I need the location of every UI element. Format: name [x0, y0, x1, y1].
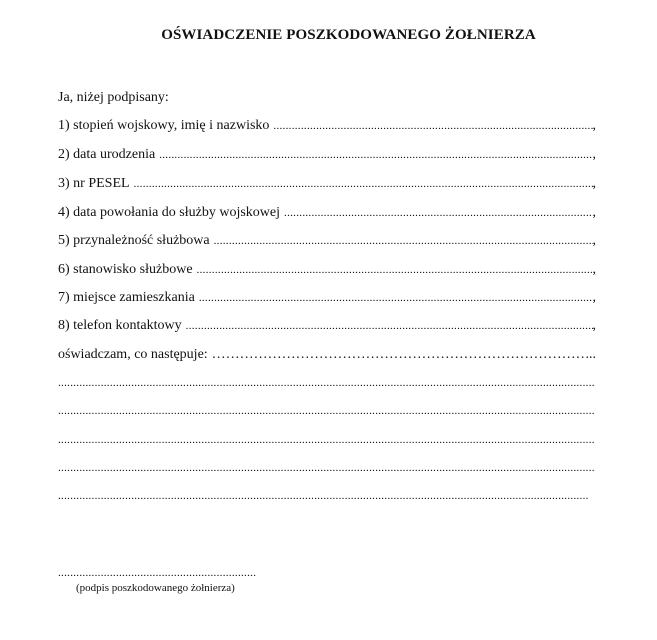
intro-text: Ja, niżej podpisany:	[58, 90, 169, 105]
field-end: ,	[592, 147, 596, 162]
field-birth-date	[58, 147, 596, 167]
field-end: ,	[592, 118, 596, 133]
field-label: 7) miejsce zamieszkania	[58, 290, 195, 305]
field-label: 5) przynależność służbowa	[58, 233, 210, 248]
field-end: ,	[592, 176, 596, 191]
field-position	[58, 262, 596, 282]
dotted-fill-line	[197, 264, 593, 276]
field-service-affiliation	[58, 233, 596, 253]
statement-label: oświadczam, co następuje:	[58, 347, 208, 362]
field-rank-name	[58, 118, 596, 138]
dotted-fill-line	[214, 235, 593, 247]
signature-line	[58, 567, 256, 581]
document-title: OŚWIADCZENIE POSZKODOWANEGO ŻOŁNIERZA	[161, 27, 536, 43]
field-address	[58, 290, 596, 310]
statement-end: ..	[589, 347, 596, 362]
blank-fill-line	[58, 434, 594, 448]
dotted-fill-line	[284, 207, 592, 219]
dotted-fill-line	[199, 292, 593, 304]
blank-fill-line	[58, 462, 594, 476]
dotted-fill-line	[159, 149, 592, 161]
blank-fill-line	[58, 377, 594, 391]
field-label: 1) stopień wojskowy, imię i nazwisko	[58, 118, 270, 133]
field-end: ,	[592, 318, 596, 333]
ellipsis-fill-line	[212, 347, 589, 363]
field-label: 4) data powołania do służby wojskowej	[58, 205, 281, 220]
field-label: 8) telefon kontaktowy	[58, 318, 182, 333]
blank-fill-line	[58, 490, 589, 504]
dotted-fill-line	[186, 320, 593, 332]
field-label: 3) nr PESEL	[58, 176, 130, 191]
field-label: 6) stanowisko służbowe	[58, 262, 193, 277]
statement-line	[58, 347, 596, 367]
field-end: ,	[592, 205, 596, 220]
field-enlistment-date	[58, 205, 596, 225]
field-end: ,	[592, 290, 596, 305]
field-end: ,	[592, 233, 596, 248]
field-end: ,	[592, 262, 596, 277]
blank-fill-line	[58, 405, 594, 419]
dotted-fill-line	[273, 120, 592, 132]
field-pesel	[58, 176, 596, 196]
field-phone	[58, 318, 596, 338]
signature-caption: (podpis poszkodowanego żołnierza)	[76, 582, 235, 594]
dotted-fill-line	[134, 178, 593, 190]
field-label: 2) data urodzenia	[58, 147, 156, 162]
